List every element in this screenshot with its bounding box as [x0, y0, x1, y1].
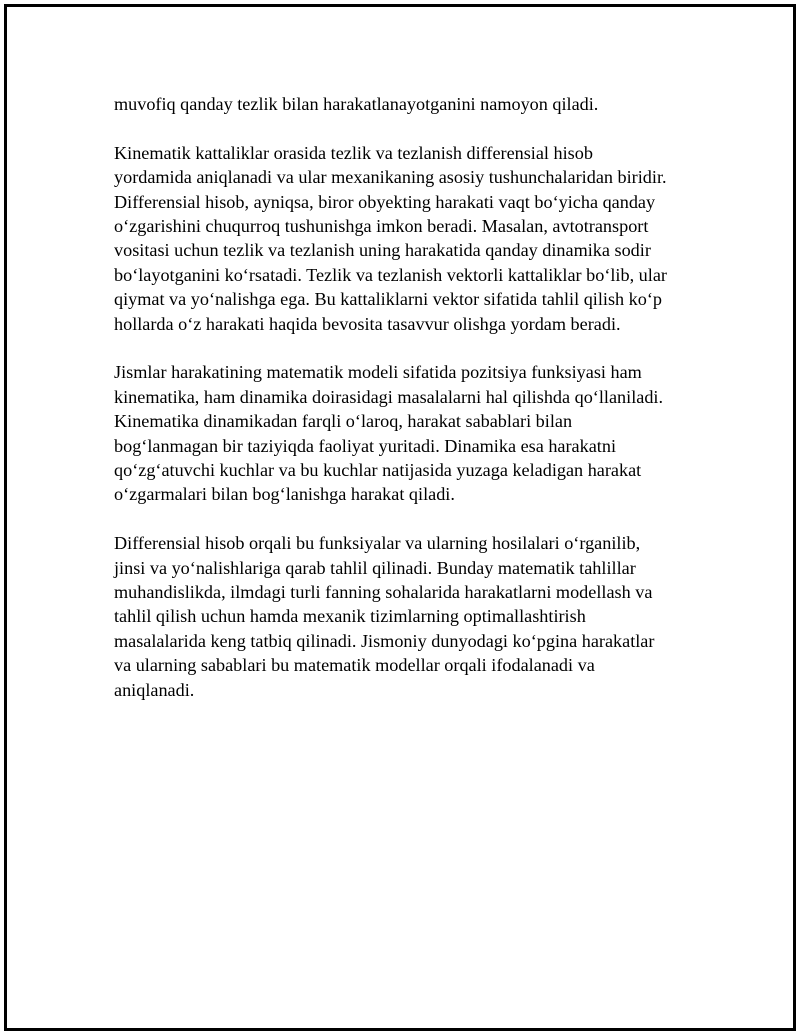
paragraph [114, 92, 694, 116]
text-line: muhandislikda, ilmdagi turli fanning sohalarida harakatlarni modellash va [114, 582, 653, 603]
text-line: aniqlanadi. [114, 679, 195, 700]
text-line: masalalarida keng tatbiq qilinadi. Jismoniy dunyodagi ko‘pgina harakatlar [114, 630, 655, 651]
text-line: jinsi va yo‘nalishlariga qarab tahlil qilinadi. Bunday matematik tahlillar [114, 557, 636, 578]
paragraph [114, 360, 694, 506]
text-line: yordamida aniqlanadi va ular mexanikaning asosiy tushunchalaridan biridir. [114, 167, 667, 188]
text-line: qiymat va yo‘nalishga ega. Bu kattaliklarni vektor sifatida tahlil qilish ko‘p [114, 289, 663, 310]
text-line: va ularning sabablari bu matematik modellar orqali ifodalanadi va [114, 655, 595, 676]
text-line: vositasi uchun tezlik va tezlanish uning harakatida qanday dinamika sodir [114, 240, 651, 261]
text-line: tahlil qilish uchun hamda mexanik tizimlarning optimallashtirish [114, 606, 586, 627]
paragraph [114, 141, 694, 336]
text-line: Kinematika dinamikadan farqli o‘laroq, harakat sabablari bilan [114, 411, 573, 432]
document-body [114, 92, 694, 727]
text-line: qo‘zg‘atuvchi kuchlar va bu kuchlar natijasida yuzaga keladigan harakat [114, 460, 642, 481]
text-line: bo‘layotganini ko‘rsatadi. Tezlik va tezlanish vektorli kattaliklar bo‘lib, ular [114, 264, 667, 285]
text-line: muvofiq qanday tezlik bilan harakatlanayotganini namoyon qiladi. [114, 94, 599, 114]
paragraph [114, 531, 694, 702]
text-line: Differensial hisob, ayniqsa, biror obyekting harakati vaqt bo‘yicha qanday [114, 191, 656, 212]
text-line: hollarda o‘z harakati haqida bevosita tasavvur olishga yordam beradi. [114, 313, 621, 334]
text-line: o‘zgarmalari bilan bog‘lanishga harakat qiladi. [114, 484, 455, 505]
text-line: Kinematik kattaliklar orasida tezlik va tezlanish differensial hisob [114, 142, 593, 163]
text-line: bog‘lanmagan bir taziyiqda faoliyat yuritadi. Dinamika esa harakatni [114, 435, 616, 456]
text-line: Differensial hisob orqali bu funksiyalar va ularning hosilalari o‘rganilib, [114, 533, 641, 554]
text-line: Jismlar harakatining matematik modeli sifatida pozitsiya funksiyasi ham [114, 362, 642, 383]
text-line: kinematika, ham dinamika doirasidagi masalalarni hal qilishda qo‘llaniladi. [114, 386, 664, 407]
text-line: o‘zgarishini chuqurroq tushunishga imkon beradi. Masalan, avtotransport [114, 216, 649, 237]
